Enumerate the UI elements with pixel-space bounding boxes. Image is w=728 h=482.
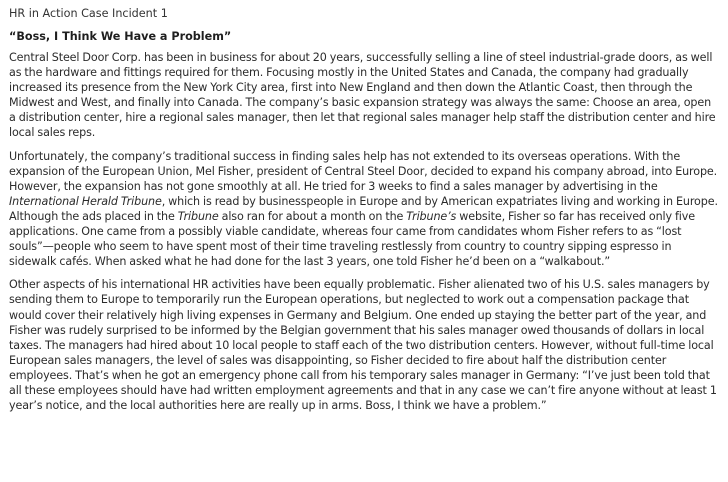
publication-name-tribune: Tribune <box>177 209 219 223</box>
paragraph-2-text-c: also ran for about a month on the <box>218 209 407 223</box>
publication-name-international-herald-tribune: International Herald Tribune <box>9 194 162 208</box>
paragraph-2-text-a: Unfortunately, the company’s traditional success in finding sales help has not extended to its overseas operations. With the expansion of the European Union, Mel Fisher, president of Central Steel Door, decided to expand his company abroad, into Europe. However, the expansion has not gone smoothly at all. He tried for 3 weeks to find a sales manager by advertising in the <box>9 149 718 193</box>
paragraph-2-text-b: , which is read by businesspeople in Europe and by American expatriates living and working in Europe. Although the ads placed in the <box>9 194 718 223</box>
paragraph-3: Other aspects of his international HR activities have been equally problematic. Fisher alienated two of his U.S. sales managers by sending them to Europe to temporarily run the European operations, but neglected to work out a compensation package that would cover their relatively high living expenses in Germany and Belgium. One ended up staying the better part of the year, and Fisher was rudely surprised to be informed by the Belgian government that his sales manager owed thousands of dollars in local taxes. The managers had hired about 10 local people to staff each of the two distribution centers. However, without full-time local European sales managers, the level of sales was disappointing, so Fisher decided to fire about half the distribution center employees. That’s when he got an emergency phone call from his temporary sales manager in Germany: “I’ve just been told that all these employees should have had written employment agreements and that in any case we can’t fire anyone without at least 1 year’s notice, and the local authorities here are really up in arms. Boss, I think we have a problem.” <box>9 278 717 413</box>
publication-name-tribunes: Tribune’s <box>406 209 457 223</box>
paragraph-1: Central Steel Door Corp. has been in business for about 20 years, successfully selling a line of steel industrial-grade doors, as well as the hardware and fittings required for them. Focusing mostly in the United States and Canada, the company had gradually increased its presence from the New York City area, first into New England and then down the Atlantic Coast, then through the Midwest and West, and finally into Canada. The company’s basic expansion strategy was always the same: Choose an area, open a distribution center, hire a regional sales manager, then let that regional sales manager help staff the distribution center and hire local sales reps. <box>9 51 716 140</box>
paragraph-2 <box>9 149 719 270</box>
paragraph-2-text-d: website, Fisher so far has received only five applications. One came from a possibly viable candidate, whereas four came from candidates whom Fisher refers to as “lost souls”—people who seem to have spent most of their time traveling restlessly from country to country sipping espresso in sidewalk cafés. When asked what he had done for the last 3 years, one told Fisher he’d been on a “walkabout.” <box>9 209 695 269</box>
case-incident-label: HR in Action Case Incident 1 <box>9 7 168 20</box>
case-title: “Boss, I Think We Have a Problem” <box>9 30 232 43</box>
